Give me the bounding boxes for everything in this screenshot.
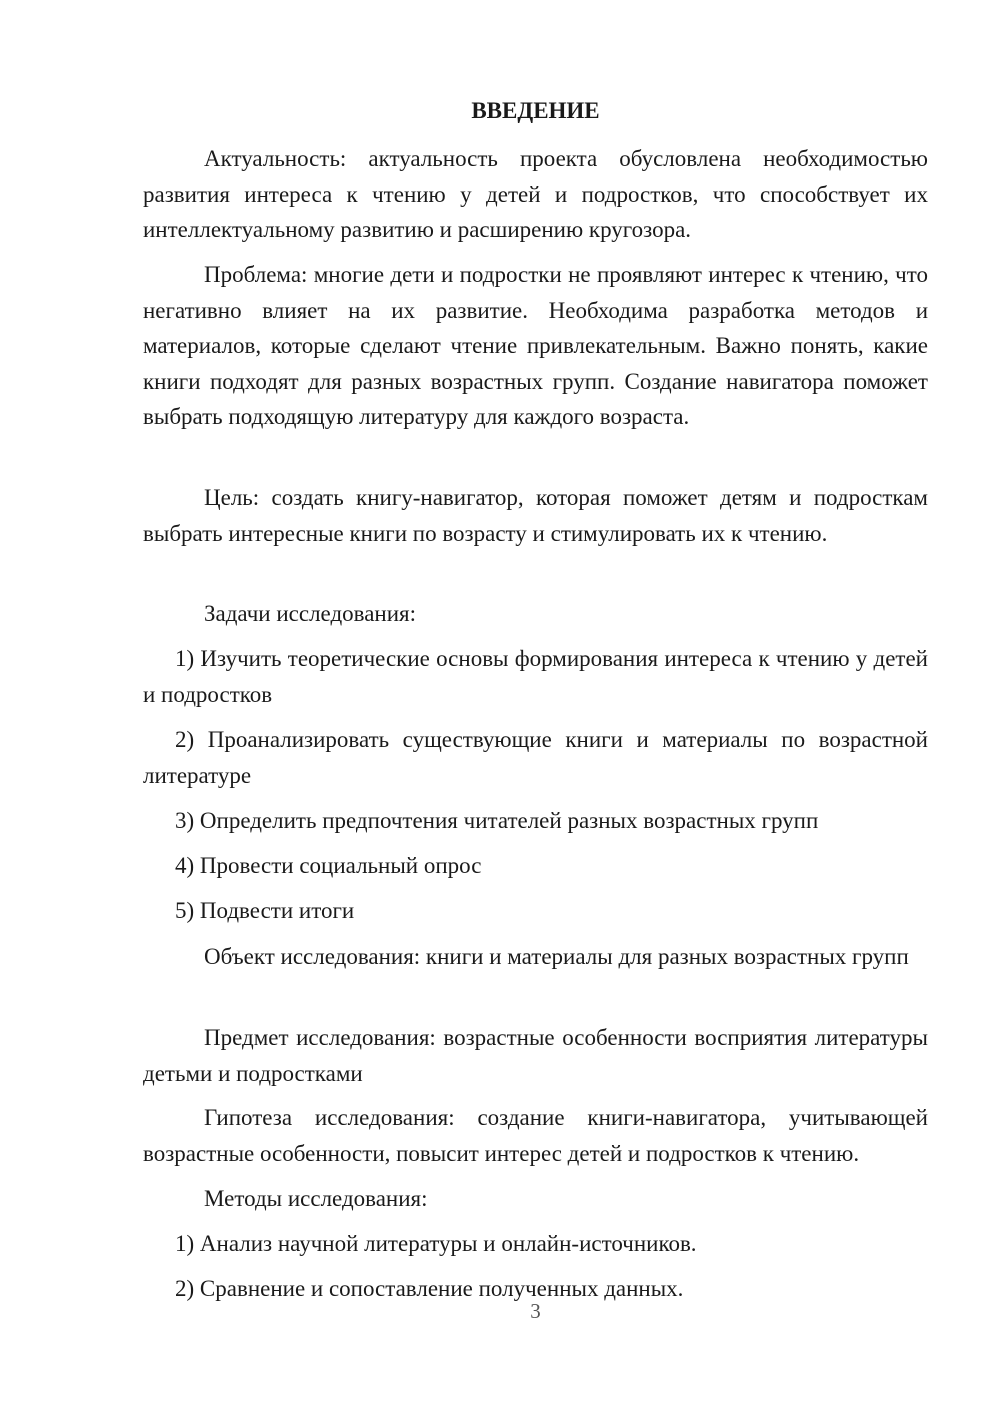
paragraph-object: Объект исследования: книги и материалы для разных возрастных групп: [204, 944, 909, 969]
document-page: [143, 0, 928, 1414]
method-item: 2) Сравнение и сопоставление полученных данных.: [175, 1276, 684, 1301]
paragraph-subject: Предмет исследования: возрастные особенности восприятия литературы детьми и подростками: [143, 1025, 928, 1086]
task-item: 5) Подвести итоги: [175, 898, 355, 923]
paragraph-tasks-heading: Задачи исследования:: [204, 601, 417, 626]
method-item: 1) Анализ научной литературы и онлайн-источников.: [175, 1231, 697, 1256]
paragraph-problem: Проблема: многие дети и подростки не проявляют интерес к чтению, что негативно влияет на их развитие. Необходима разработка методов и материалов, которые сделают чтение привлекательным. Важно понять, какие книги подходят для разных возрастных групп. Создание навигатора поможет выбрать подходящую литературу для каждого возраста.: [143, 262, 928, 429]
page-number: 3: [530, 1299, 541, 1323]
task-item: 1) Изучить теоретические основы формирования интереса к чтению у детей и подростков: [143, 646, 928, 707]
paragraph-goal: Цель: создать книгу-навигатор, которая поможет детям и подросткам выбрать интересные книги по возрасту и стимулировать их к чтению.: [143, 485, 928, 546]
task-item: 3) Определить предпочтения читателей разных возрастных групп: [175, 808, 819, 833]
task-item: 4) Провести социальный опрос: [175, 853, 482, 878]
paragraph-hypothesis: Гипотеза исследования: создание книги-навигатора, учитывающей возрастные особенности, повысит интерес детей и подростков к чтению.: [143, 1105, 928, 1166]
page-title: ВВЕДЕНИЕ: [471, 98, 600, 123]
paragraph-methods-heading: Методы исследования:: [204, 1186, 428, 1211]
task-item: 2) Проанализировать существующие книги и материалы по возрастной литературе: [143, 727, 928, 788]
paragraph-relevance: Актуальность: актуальность проекта обусловлена необходимостью развития интереса к чтению у детей и подростков, что способствует их интеллектуальному развитию и расширению кругозора.: [143, 146, 928, 242]
